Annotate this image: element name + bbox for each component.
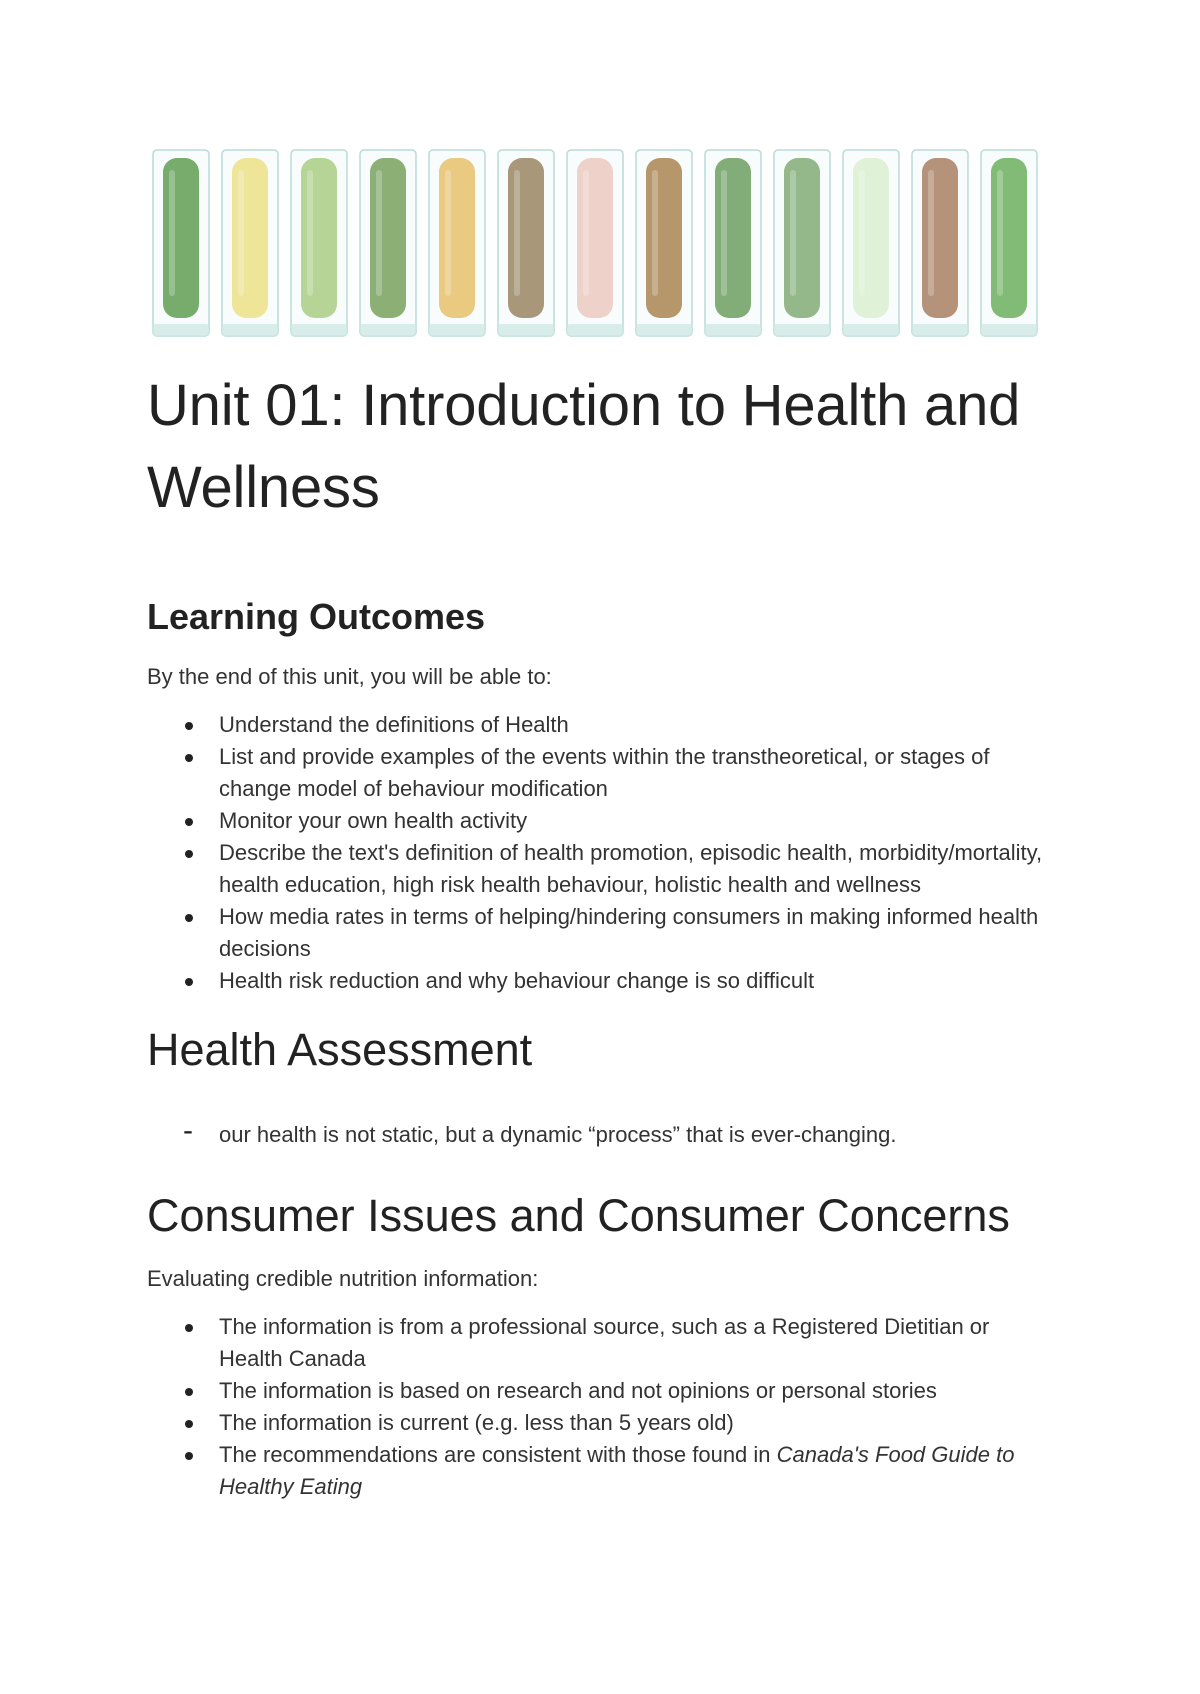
glass-base [981,324,1037,336]
glass-jar [774,150,830,336]
jar-sage-leaves [774,150,830,336]
list-item: How media rates in terms of helping/hindering consumers in making informed health decisions [219,901,1057,965]
glass-base [843,324,899,336]
bullet-icon [185,818,193,826]
learning-outcomes-heading: Learning Outcomes [147,596,486,637]
list-item: List and provide examples of the events within the transtheoretical, or stages of change model of behaviour modification [219,741,1057,805]
jar-thyme-sprig [360,150,416,336]
glass-base [912,324,968,336]
consumer-issues-list [147,1311,1057,1503]
glass-jar [360,150,416,336]
list-item: The information is from a professional source, such as a Registered Dietitian or Health Canada [219,1311,1057,1375]
glass-base [153,324,209,336]
jar-pink-salt [567,150,623,336]
bullet-icon [185,1388,193,1396]
bullet-icon [185,722,193,730]
list-item: The information is based on research and not opinions or personal stories [219,1375,1057,1407]
jar-honeycomb [636,150,692,336]
glass-jar [498,150,554,336]
list-item: - our health is not static, but a dynamic “process” that is ever-changing. [183,1114,897,1147]
jar-rosemary [705,150,761,336]
bullet-icon [185,914,193,922]
list-item: Understand the definitions of Health [219,709,1057,741]
glass-jar [291,150,347,336]
document-page [147,148,1057,1503]
dash-icon: - [183,1114,193,1147]
glass-base [291,324,347,336]
glass-jar [843,150,899,336]
herb-jars-banner [147,148,1053,343]
jar-lemon-slices [222,150,278,336]
herb-jars-image [147,148,1053,343]
glass-base [705,324,761,336]
glass-base [498,324,554,336]
health-assessment-list [147,1114,1057,1151]
glass-jar [222,150,278,336]
jar-mint [981,150,1037,336]
food-guide-title: Canada's Food Guide to Healthy Eating [219,1442,1015,1499]
list-item: The information is current (e.g. less than 5 years old) [219,1407,1057,1439]
jar-almonds [912,150,968,336]
health-assessment-heading: Health Assessment [147,1024,533,1075]
glass-base [636,324,692,336]
glass-jar [153,150,209,336]
bullet-icon [185,754,193,762]
bullet-icon [185,850,193,858]
bullet-icon [185,1420,193,1428]
glass-jar [705,150,761,336]
glass-jar [981,150,1037,336]
list-item: Describe the text's definition of health promotion, episodic health, morbidity/mortality, health education, high risk health behaviour, holistic health and wellness [219,837,1057,901]
learning-outcomes-list [147,709,1057,997]
consumer-issues-intro: Evaluating credible nutrition information: [147,1266,539,1291]
bullet-icon [185,1452,193,1460]
glass-jar [912,150,968,336]
bullet-icon [185,978,193,986]
consumer-issues-heading: Consumer Issues and Consumer Concerns [147,1190,1010,1241]
learning-outcomes-intro: By the end of this unit, you will be able to: [147,664,552,689]
glass-jar [636,150,692,336]
glass-jar [429,150,485,336]
glass-base [429,324,485,336]
list-item: The recommendations are consistent with those found in Canada's Food Guide to Healthy Eating [219,1439,1057,1503]
bullet-icon [185,1324,193,1332]
jar-aloe-vera [291,150,347,336]
glass-base [774,324,830,336]
jar-seeds [498,150,554,336]
list-item: Health risk reduction and why behaviour change is so difficult [219,965,1057,997]
jar-ginger-root [429,150,485,336]
glass-jar [567,150,623,336]
glass-base [360,324,416,336]
jar-cucumber-water [843,150,899,336]
page-title: Unit 01: Introduction to Health and Wellness [147,373,1021,520]
glass-base [567,324,623,336]
list-item: Monitor your own health activity [219,805,1057,837]
jar-green-leaf [153,150,209,336]
glass-base [222,324,278,336]
